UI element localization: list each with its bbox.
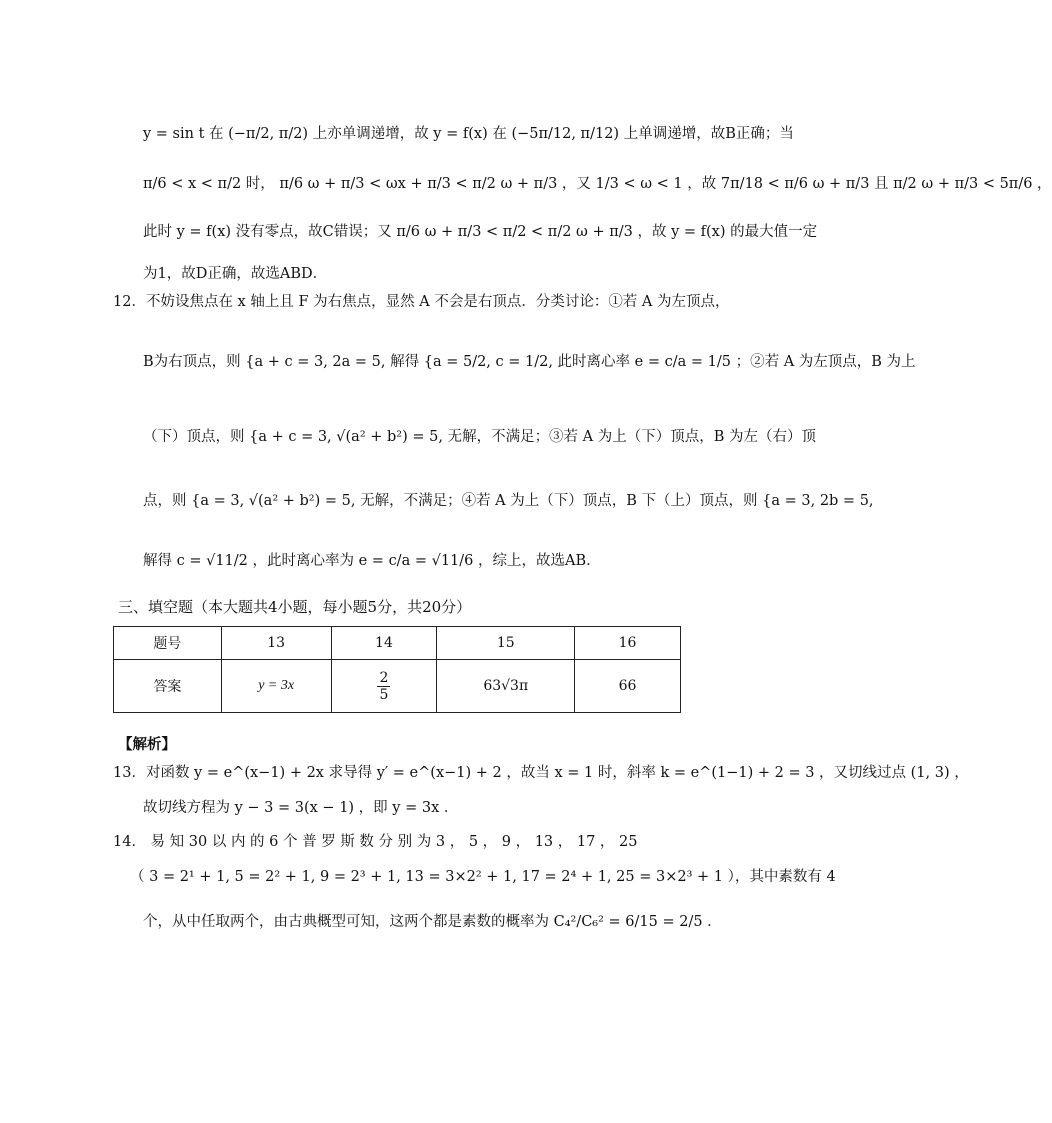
fraction-denominator: 5 — [379, 686, 389, 703]
problem-12-line-5: 解得 c = √11/2 ，此时离心率为 e = c/a = √11/6 ，综上，故选AB． — [143, 553, 601, 569]
problem-13-line-2: 故切线方程为 y − 3 = 3(x − 1) ，即 y = 3x ． — [143, 800, 459, 816]
problem-14-line-3: 个，从中任取两个，由古典概型可知，这两个都是素数的概率为 C₄²/C₆² = 6/15 = 2/5 ． — [143, 914, 722, 930]
table-header-label: 题号 — [114, 627, 222, 660]
table-cell-answer: y = 3x — [221, 660, 331, 713]
table-cell-answer: 66 — [575, 660, 681, 713]
answer-table — [113, 626, 681, 713]
fraction — [377, 670, 390, 703]
problem-14-line-1: 14． 易 知 30 以 内 的 6 个 普 罗 斯 数 分 别 为 3 ， 5 ， 9 ， 13 ， 17 ， 25 — [113, 834, 638, 850]
problem-13-line-1: 13．对函数 y = e^(x−1) + 2x 求导得 y′ = e^(x−1) + 2 ，故当 x = 1 时，斜率 k = e^(1−1) + 2 = 3 ，又切线过点 (1, 3) ， — [113, 765, 969, 781]
table-cell-number: 13 — [221, 627, 331, 660]
problem-12-line-1: 12．不妨设焦点在 x 轴上且 F 为右焦点，显然 A 不会是右顶点．分类讨论：①若 A 为左顶点， — [113, 294, 730, 310]
table-cell-number: 16 — [575, 627, 681, 660]
table-answer-label: 答案 — [114, 660, 222, 713]
problem-12-line-3: （下）顶点，则 {a + c = 3, √(a² + b²) = 5, 无解，不满足；③若 A 为上（下）顶点，B 为左（右）顶 — [143, 429, 817, 445]
analysis-heading: 【解析】 — [118, 736, 176, 753]
table-row — [114, 660, 681, 713]
table-cell-number: 15 — [437, 627, 575, 660]
problem-12-line-4: 点，则 {a = 3, √(a² + b²) = 5, 无解，不满足；④若 A 为上（下）顶点，B 下（上）顶点，则 {a = 3, 2b = 5, — [143, 493, 874, 509]
fraction-numerator: 2 — [379, 669, 389, 686]
problem-14-line-2: （ 3 = 2¹ + 1, 5 = 2² + 1, 9 = 2³ + 1, 13 = 3×2² + 1, 17 = 2⁴ + 1, 25 = 3×2³ + 1 ），其中素数有 4 — [130, 869, 836, 885]
text-line-2: π/6 < x < π/2 时， π/6 ω + π/3 < ωx + π/3 < π/2 ω + π/3 ，又 1/3 < ω < 1 ，故 7π/18 < π/6 ω + π/3 且 π/2 ω + π/3 < 5π/6 ， — [143, 176, 1052, 192]
section-title: 三、填空题（本大题共4小题，每小题5分，共20分） — [118, 598, 472, 616]
text-line-1: y = sin t 在 (−π/2, π/2) 上亦单调递增，故 y = f(x) 在 (−5π/12, π/12) 上单调递增，故B正确；当 — [143, 126, 794, 142]
problem-12-line-2: B为右顶点，则 {a + c = 3, 2a = 5, 解得 {a = 5/2, c = 1/2, 此时离心率 e = c/a = 1/5 ；②若 A 为左顶点，B 为上 — [143, 354, 916, 370]
table-cell-number: 14 — [331, 627, 437, 660]
text-line-4: 为1，故D正确，故选ABD． — [143, 266, 328, 282]
table-cell-answer: 63√3π — [437, 660, 575, 713]
table-row — [114, 627, 681, 660]
table-cell-answer — [331, 660, 437, 713]
text-line-3: 此时 y = f(x) 没有零点，故C错误；又 π/6 ω + π/3 < π/2 < π/2 ω + π/3 ，故 y = f(x) 的最大值一定 — [143, 224, 818, 240]
